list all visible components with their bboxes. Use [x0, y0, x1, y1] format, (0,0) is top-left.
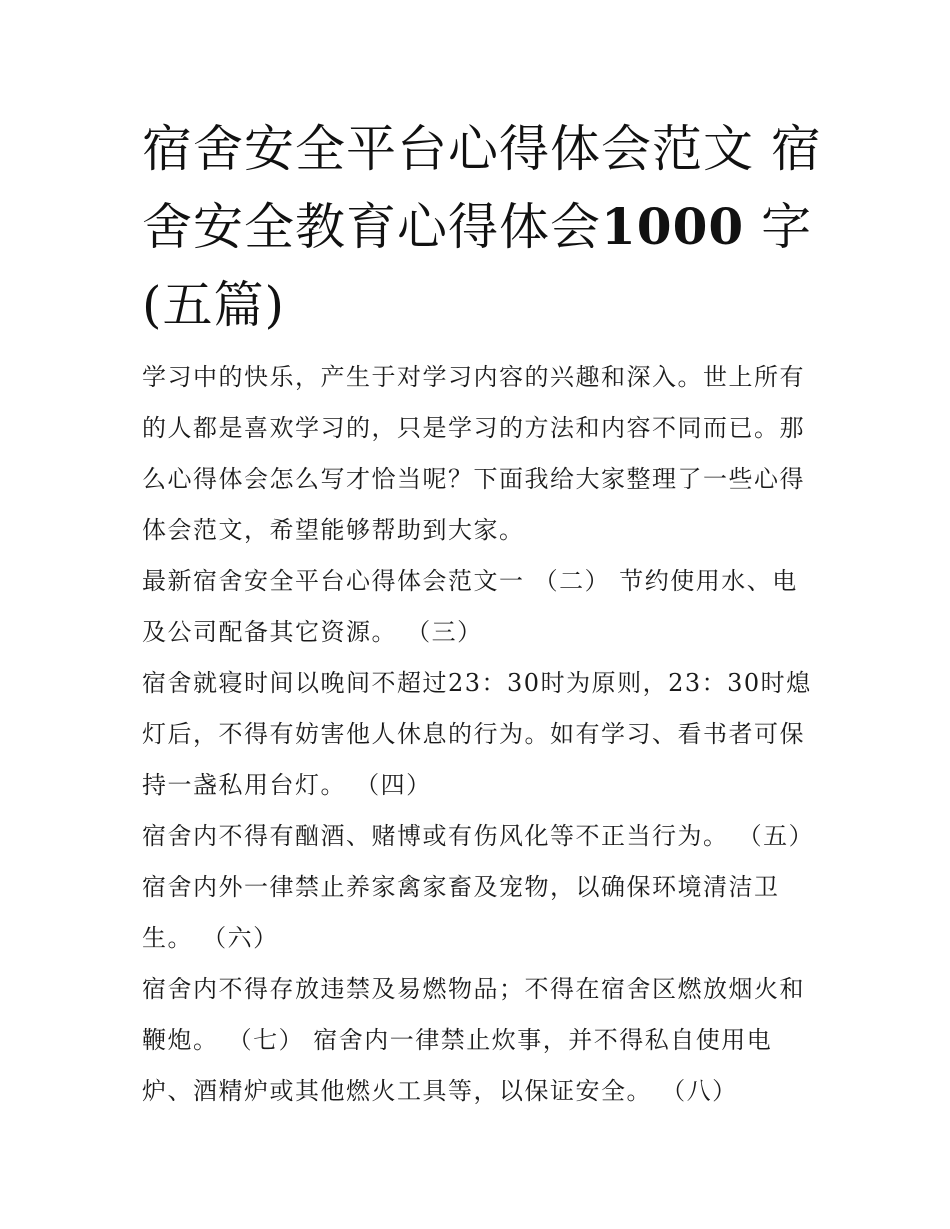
paragraph-intro: 学习中的快乐，产生于对学习内容的兴趣和深入。世上所有的人都是喜欢学习的，只是学习的方法和内容不同而已。那么心得体会怎么写才恰当呢？下面我给大家整理了一些心得体会范文，希望能够帮助到大家。: [142, 363, 805, 544]
paragraph-section-3: 宿舍就寝时间以晚间不超过23：30时为原则，23：30时熄灯后，不得有妨害他人休息的行为。如有学习、看书者可保持一盏私用台灯。 （四）: [142, 669, 812, 799]
paragraph-section-4: 宿舍内不得有酗酒、赌博或有伤风化等不正当行为。 （五） 宿舍内外一律禁止养家禽家畜及宠物，以确保环境清洁卫生。 （六）: [142, 822, 815, 952]
title-text-part2: 字(五篇): [142, 198, 813, 334]
paragraph-section-6: 宿舍内不得存放违禁及易燃物品；不得在宿舍区燃放烟火和鞭炮。 （七） 宿舍内一律禁止炊事，并不得私自使用电炉、酒精炉或其他燃火工具等，以保证安全。 （八）: [142, 975, 805, 1105]
paragraph-section-2: 最新宿舍安全平台心得体会范文一 （二） 节约使用水、电及公司配备其它资源。 （三）: [142, 567, 798, 646]
document-body: [142, 352, 822, 1117]
document-title: [142, 110, 822, 344]
title-text-part1: 宿舍安全平台心得体会范文 宿舍安全教育心得体会: [142, 120, 822, 256]
title-number: 1000: [601, 197, 745, 256]
